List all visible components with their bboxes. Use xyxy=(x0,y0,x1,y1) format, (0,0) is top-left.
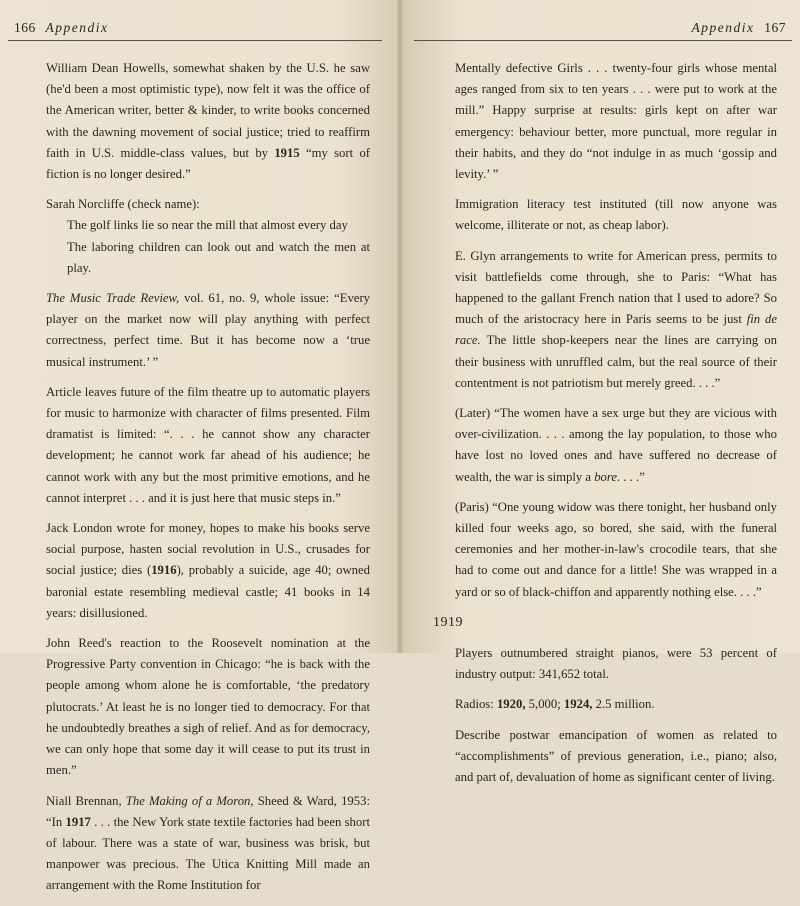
right-page-body xyxy=(433,58,777,797)
right-page-number: 167 xyxy=(764,20,786,35)
left-page-number: 166 xyxy=(14,20,36,35)
paragraph-glyn xyxy=(455,246,777,394)
jack-london-tail: ), probably a suicide, age 40; owned baronial estate resembling medieval castle; 41 books in 14 years: disillusioned. xyxy=(46,563,370,620)
year-heading-1919: 1919 xyxy=(433,614,463,630)
jack-london-text: Jack London wrote for money, hopes to make his books serve social purpose, hasten social revolution in U.S., crusades for social justice; dies ( xyxy=(46,521,370,578)
paragraph-music-trade xyxy=(46,288,370,373)
left-head-rule xyxy=(8,40,382,41)
paragraph-paris: (Paris) “One young widow was there tonight, her husband only killed four weeks ago, so bored, she said, with the funeral ceremonies and her mother-in-law's crocodile tears, that she had to come out and dance for a little! She was wrapped in a yard or so of black-chiffon and apparently nothing else. . . .” xyxy=(455,499,777,599)
radios-year-1920: 1920, xyxy=(496,697,526,712)
paragraph-immigration: Immigration literacy test instituted (till now anyone was welcome, illiterate or not, as cheap labor). xyxy=(455,197,777,233)
right-head-rule xyxy=(414,40,792,41)
paragraph-howells xyxy=(46,58,370,185)
later-text: (Later) “The women have a sex urge but they are vicious with over-civilization. . . . among the lay population, to those who have lost no loved ones and have suffered no decrease of wealth, the war is simply a xyxy=(455,406,777,484)
right-running-title: Appendix xyxy=(691,20,755,35)
glyn-text: E. Glyn arrangements to write for American press, permits to visit battlefields come through, she to Paris: “What has happened to the gallant French nation that I used to adore? So much of the aristocracy here in Paris seems to be just xyxy=(455,248,777,327)
radios-label: Radios: xyxy=(455,697,497,712)
brennan-author: Niall Brennan, xyxy=(46,793,126,808)
paragraph-john-reed: John Reed's reaction to the Roosevelt nomination at the Progressive Party convention in Chicago: “he is back with the people among whom alone he is comfortable, ‘the predatory plutocrats.’ At least he is no longer tied to democracy. For that he undoubtedly breathes a sigh of relief. And as for democracy, we can only hope that some day it will cease to put its trust in men.” xyxy=(46,636,370,778)
howells-quote: “my sort of fiction is no longer desired.” xyxy=(46,145,371,182)
paragraph-later xyxy=(455,403,777,488)
left-running-title: Appendix xyxy=(45,20,109,35)
glyn-tail: The little shop-keepers near the lines are carrying on their business with unruffled calm, but the real source of their contentment is not patriotism but merely greed. . . .” xyxy=(455,333,777,390)
paragraph-radios xyxy=(455,694,777,715)
right-running-head xyxy=(692,20,786,36)
brennan-text: . . . the New York state textile factories had been short of labour. There was a state of war, business was brisk, but manpower was precious. The Utica Knitting Mill made an arrangement with the Rome Institution for xyxy=(46,814,370,893)
howells-text: William Dean Howells, somewhat shaken by the U.S. he saw (he'd been a most optimistic type), now felt it was the office of the American writer, better & kinder, to write books concerned with the dawning movement of social justice; tried to reaffirm faith in U.S. middle-class values, but by xyxy=(46,61,370,160)
later-tail: . . . .” xyxy=(616,469,645,484)
left-running-head xyxy=(14,20,108,36)
paragraph-film-theatre: Article leaves future of the film theatre up to automatic players for music to harmonize with character of films presented. Film dramatist is limited: “. . . he cannot show any character development; he cannot work far ahead of his audience; he cannot work with any but the most primitive emotions, and he cannot interpret . . . and it is just here that music steps in.” xyxy=(46,384,370,505)
later-italic: bore xyxy=(594,469,617,484)
paragraph-defective-girls: Mentally defective Girls . . . twenty-four girls whose mental ages ranged from six to ten years . . . were put to work at the mill.” Happy surprise at results: girls kept on after war emergency: behaviour better, more punctual, more regular in their habits, and they do “not indulge in as much ‘gossip and levity.’ ” xyxy=(455,61,777,182)
book-gutter xyxy=(397,0,403,653)
paragraph-players: Players outnumbered straight pianos, were 53 percent of industry output: 341,652 total. xyxy=(455,646,777,682)
paragraph-postwar: Describe postwar emancipation of women as related to “accomplishments” of previous generation, i.e., piano; also, and part of, devaluation of home as significant center of living. xyxy=(455,727,777,785)
radios-value-1924: 2.5 million. xyxy=(592,697,655,712)
paragraph-norcliffe: Sarah Norcliffe (check name): xyxy=(46,197,200,212)
brennan-year: 1917 xyxy=(65,814,91,829)
radios-year-1924: 1924, xyxy=(563,697,593,712)
brennan-publisher: Sheed & Ward, 1953: “In xyxy=(46,793,370,829)
glyn-italic: fin de race. xyxy=(455,312,777,348)
verse-line-2: The laboring children can look out and watch the men at play. xyxy=(67,239,370,275)
jack-london-year: 1916 xyxy=(151,563,177,578)
brennan-title: The Making of a Moron, xyxy=(125,793,254,808)
verse-line-1: The golf links lie so near the mill that almost every day xyxy=(67,218,348,233)
left-page-body xyxy=(46,58,370,906)
radios-value-1920: 5,000; xyxy=(525,697,564,712)
music-trade-text: vol. 61, no. 9, whole issue: “Every player on the market now will play anything with perfect correctness, perfect time. But it has become now a ‘true musical instrument.’ ” xyxy=(46,291,371,369)
verse-block xyxy=(46,215,370,279)
howells-year: 1915 xyxy=(274,145,300,160)
paragraph-jack-london xyxy=(46,518,370,624)
music-trade-title: The Music Trade Review, xyxy=(46,291,180,306)
paragraph-brennan xyxy=(46,791,370,897)
